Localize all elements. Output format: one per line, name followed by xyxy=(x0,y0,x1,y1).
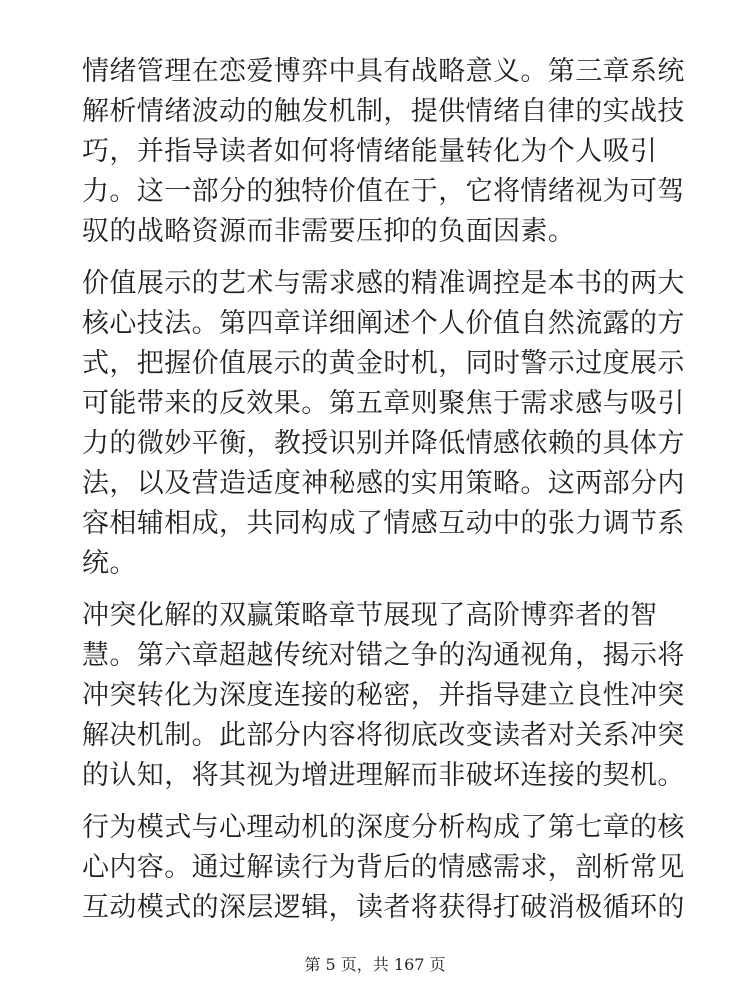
paragraph-value-display xyxy=(82,264,685,584)
paragraph-behavior-patterns xyxy=(82,808,685,928)
text-line: 统。 xyxy=(82,548,137,579)
text-line: 价值展示的艺术与需求感的精准调控是本书的两大 xyxy=(82,268,685,299)
text-line: 情绪管理在恋爱博弈中具有战略意义。第三章系统 xyxy=(82,56,685,87)
text-line: 力。这一部分的独特价值在于，它将情绪视为可驾 xyxy=(82,176,685,207)
text-line: 式，把握价值展示的黄金时机，同时警示过度展示 xyxy=(82,348,685,379)
text-line: 容相辅相成，共同构成了情感互动中的张力调节系 xyxy=(82,508,685,539)
text-line: 心内容。通过解读行为背后的情感需求，剖析常见 xyxy=(82,852,685,883)
text-line: 力的微妙平衡，教授识别并降低情感依赖的具体方 xyxy=(82,428,685,459)
text-line: 的认知，将其视为增进理解而非破坏连接的契机。 xyxy=(82,760,685,791)
text-line: 慧。第六章超越传统对错之争的沟通视角，揭示将 xyxy=(82,640,685,671)
text-line: 巧，并指导读者如何将情绪能量转化为个人吸引 xyxy=(82,136,658,167)
text-line: 冲突化解的双赢策略章节展现了高阶博弈者的智 xyxy=(82,600,658,631)
text-line: 互动模式的深层逻辑，读者将获得打破消极循环的 xyxy=(82,892,685,923)
text-line: 行为模式与心理动机的深度分析构成了第七章的核 xyxy=(82,812,685,843)
page-number-footer: 第 5 页，共 167 页 xyxy=(304,955,446,974)
paragraph-conflict-resolution xyxy=(82,596,685,796)
text-line: 解决机制。此部分内容将彻底改变读者对关系冲突 xyxy=(82,720,685,751)
body-text xyxy=(82,52,685,940)
text-line: 核心技法。第四章详细阐述个人价值自然流露的方 xyxy=(82,308,685,339)
text-line: 驭的战略资源而非需要压抑的负面因素。 xyxy=(82,216,576,247)
text-line: 法，以及营造适度神秘感的实用策略。这两部分内 xyxy=(82,468,685,499)
text-line: 冲突转化为深度连接的秘密，并指导建立良性冲突 xyxy=(82,680,685,711)
text-line: 可能带来的反效果。第五章则聚焦于需求感与吸引 xyxy=(82,388,685,419)
text-line: 解析情绪波动的触发机制，提供情绪自律的实战技 xyxy=(82,96,685,127)
paragraph-emotion-management xyxy=(82,52,685,252)
